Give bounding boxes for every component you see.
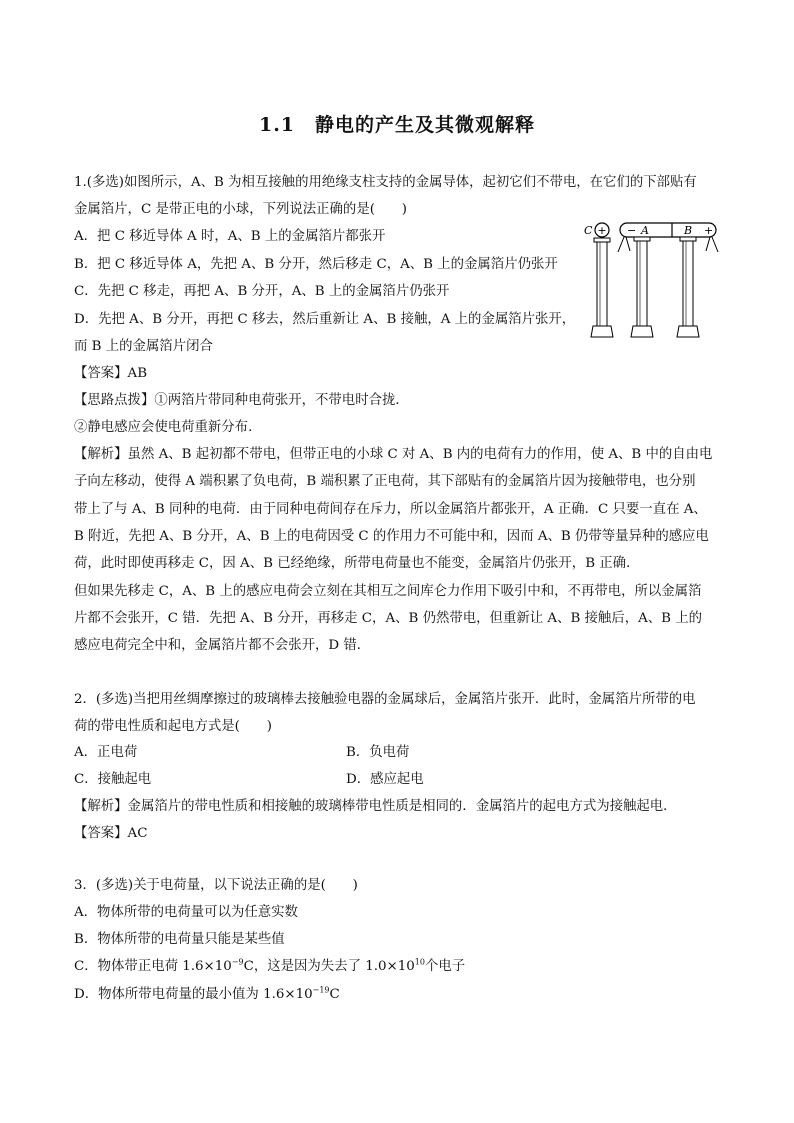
q3-option-c-text-2: C，这是因为失去了 1.0×10 [243, 959, 415, 974]
support-pillar-b [683, 241, 693, 326]
q2-analysis: 【解析】金属箔片的带电性质和相接触的玻璃棒带电性质是相同的．金属箔片的起电方式为接触起电． [74, 799, 677, 814]
q2-stem-line1: 2．(多选)当把用丝绸摩擦过的玻璃棒去接触验电器的金属球后，金属箔片张开．此时，金属箔片所带的电 [74, 692, 696, 707]
q1-stem-line2: 金属箔片，C 是带正电的小球，下列说法正确的是( ) [74, 202, 407, 217]
support-base-b [677, 326, 699, 337]
foil-a-left [618, 237, 624, 252]
support-pillar-c [597, 242, 607, 326]
q3-option-c-exponent-1: −9 [231, 957, 244, 967]
q1-analysis-line4: B 附近，先把 A、B 分开，A、B 上的电荷因受 C 的作用力不可能中和，因而 A、B 仍带等量异种的感应电 [74, 529, 709, 544]
q3-stem: 3．(多选)关于电荷量，以下说法正确的是( ) [74, 878, 358, 893]
conductor-a-sign: − [627, 224, 637, 237]
support-pillar-a [637, 241, 647, 326]
q3-option-d [74, 986, 340, 1004]
support-cap-c [594, 238, 610, 242]
support-base-c [591, 326, 613, 337]
foil-a-right [626, 237, 630, 251]
foil-b-right [712, 237, 718, 252]
label-b: B [684, 224, 693, 237]
foil-b-left [706, 237, 710, 251]
q1-stem-line1: 1.(多选)如图所示，A、B 为相互接触的用绝缘支柱支持的金属导体，起初它们不带电，在它们的下部贴有 [74, 175, 697, 190]
q1-option-a: A．把 C 移近导体 A 时，A、B 上的金属箔片都张开 [74, 229, 386, 244]
q1-hint-line1: 【思路点拨】①两箔片带同种电荷张开，不带电时合拢． [74, 393, 409, 408]
page-title: 1.1 静电的产生及其微观解释 [258, 114, 536, 136]
q1-option-b: B．把 C 移近导体 A，先把 A、B 分开，然后移走 C，A、B 上的金属箔片仍张开 [74, 257, 558, 272]
q1-answer: 【答案】AB [74, 366, 148, 381]
q2-stem-line2: 荷的带电性质和起电方式是( ) [74, 719, 272, 734]
q3-option-b: B．物体所带的电荷量只能是某些值 [74, 932, 285, 947]
q2-answer: 【答案】AC [74, 826, 148, 841]
q1-analysis-line2: 子向左移动，使得 A 端积累了负电荷，B 端积累了正电荷，其下部贴有的金属箔片因为接触带电，也分别 [74, 474, 696, 489]
q3-option-c-exponent-2: 10 [414, 957, 425, 967]
support-base-a [631, 326, 653, 337]
q2-option-a: A．正电荷 [74, 745, 138, 760]
q1-option-c: C．先把 C 移走，再把 A、B 分开，A、B 上的金属箔片仍张开 [74, 284, 450, 299]
q1-option-d-line1: D．先把 A、B 分开，再把 C 移去，然后重新让 A、B 接触，A 上的金属箔片张开， [74, 312, 576, 327]
q3-option-c-text-3: 个电子 [424, 959, 466, 974]
q1-analysis-line7: 片都不会张开，C 错．先把 A、B 分开，再移走 C，A、B 仍然带电，但重新让 A、B 接触后，A、B 上的 [74, 611, 703, 626]
support-cap-b [680, 237, 696, 241]
q2-option-b: B．负电荷 [346, 745, 410, 760]
q2-option-d: D．感应起电 [346, 772, 424, 787]
q3-option-c-text-1: C．物体带正电荷 1.6×10 [74, 959, 232, 974]
conductor-diagram [580, 218, 720, 342]
q1-option-d-line2: 而 B 上的金属箔片闭合 [74, 339, 213, 354]
ball-c-sign: + [597, 224, 607, 237]
q3-option-d-exponent: −19 [312, 985, 330, 995]
q2-option-c: C．接触起电 [74, 772, 152, 787]
q3-option-c [74, 958, 465, 976]
q1-hint-line2: ②静电感应会使电荷重新分布． [74, 420, 262, 435]
q1-analysis-line3: 带上了与 A、B 同种的电荷．由于同种电荷间存在斥力，所以金属箔片都张开，A 正确．C 只要一直在 A、 [74, 502, 707, 517]
conductor-b-sign: + [704, 224, 714, 237]
q3-option-d-text-2: C [329, 987, 340, 1002]
q1-analysis-line6: 但如果先移走 C，A、B 上的感应电荷会立刻在其相互之间库仑力作用下吸引中和，不再带电，所以金属箔 [74, 584, 702, 599]
q1-analysis-line1: 【解析】虽然 A、B 起初都不带电，但带正电的小球 C 对 A、B 内的电荷有力的作用，使 A、B 中的自由电 [74, 447, 713, 462]
q1-analysis-line5: 荷，此时即使再移走 C，因 A、B 已经绝缘，所带电荷量也不能变，金属箔片仍张开，B 正确． [74, 556, 640, 571]
q3-option-d-text-1: D．物体所带电荷量的最小值为 1.6×10 [74, 987, 313, 1002]
label-a: A [641, 224, 649, 237]
label-c: C [584, 224, 593, 237]
q1-analysis-line8: 感应电荷完全中和，金属箔片都不会张开，D 错． [74, 638, 371, 653]
support-cap-a [634, 237, 650, 241]
q3-option-a: A．物体所带的电荷量可以为任意实数 [74, 905, 298, 920]
